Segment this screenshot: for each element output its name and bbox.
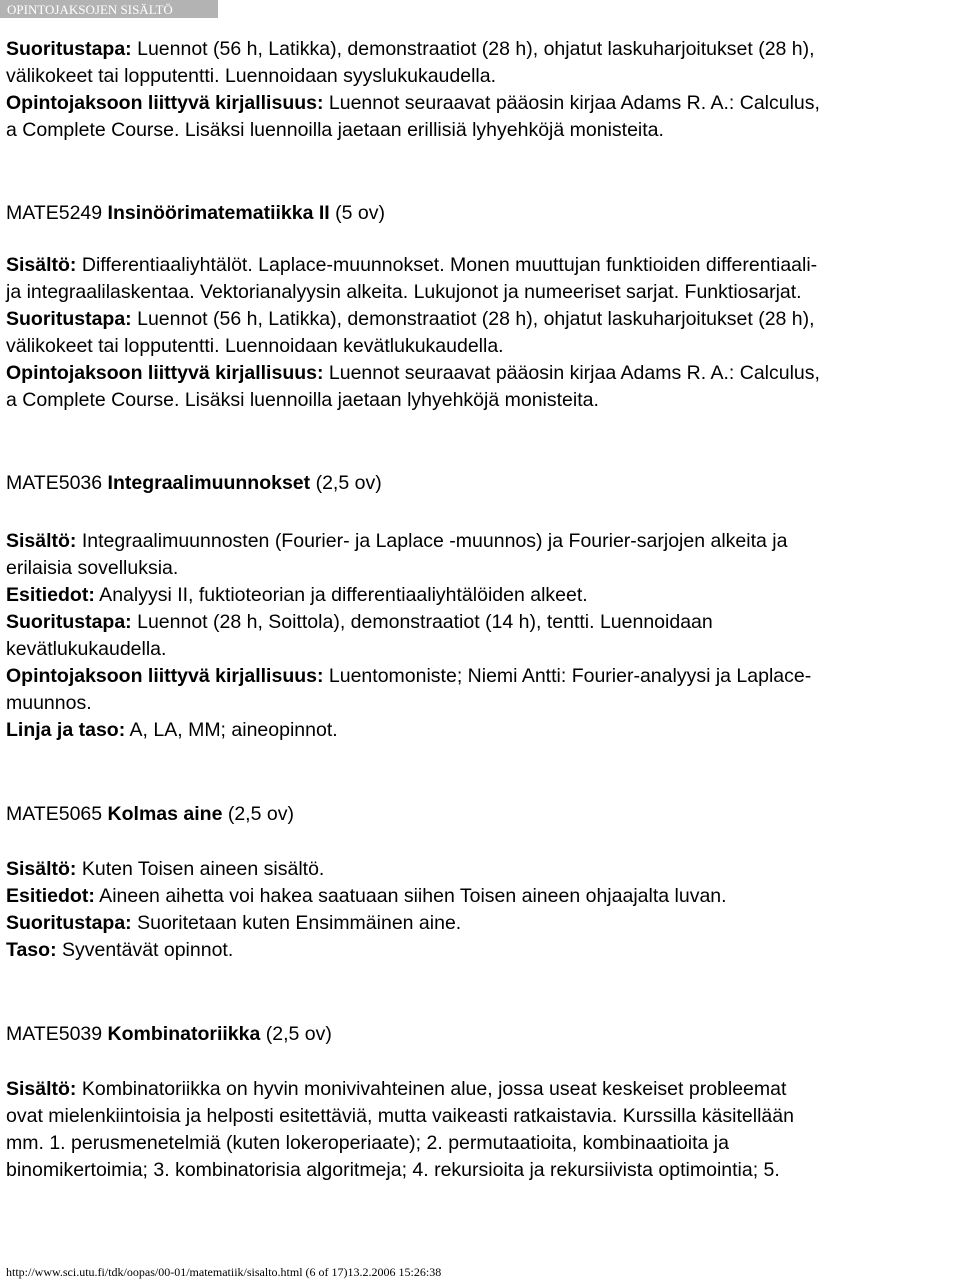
page-footer-url: http://www.sci.utu.fi/tdk/oopas/00-01/matematiik/sisalto.html (6 of 17)13.2.2006 15:26:38 [6,1265,442,1279]
text-line: Opintojaksoon liittyvä kirjallisuus: Luennot seuraavat pääosin kirjaa Adams R. A.: Calculus, [6,92,820,114]
text-line: Suoritustapa: Luennot (56 h, Latikka), demonstraatiot (28 h), ohjatut laskuharjoitukset (28 h), [6,308,815,330]
text-line: välikokeet tai lopputentti. Luennoidaan kevätlukukaudella. [6,335,504,357]
field-label: Suoritustapa: [6,611,132,633]
text-line: a Complete Course. Lisäksi luennoilla jaetaan erillisiä lyhyehköjä monisteita. [6,119,664,141]
text-line: a Complete Course. Lisäksi luennoilla jaetaan lyhyehköjä monisteita. [6,389,599,411]
text-line: Suoritustapa: Luennot (28 h, Soittola), demonstraatiot (14 h), tentti. Luennoidaan [6,611,713,633]
course-heading: MATE5036 Integraalimuunnokset (2,5 ov) [6,472,382,494]
course-name: Kombinatoriikka [107,1023,261,1045]
course-heading: MATE5065 Kolmas aine (2,5 ov) [6,803,294,825]
text-line: Suoritustapa: Suoritetaan kuten Ensimmäinen aine. [6,912,462,934]
text-line: Sisältö: Integraalimuunnosten (Fourier- ja Laplace -muunnos) ja Fourier-sarjojen alkeita ja [6,530,788,552]
header-title: OPINTOJAKSOJEN SISÄLTÖ [7,2,173,17]
field-label: Opintojaksoon liittyvä kirjallisuus: [6,362,324,384]
field-label: Sisältö: [6,530,77,552]
header-bar [0,0,218,18]
text-line: muunnos. [6,692,92,714]
field-label: Sisältö: [6,254,77,276]
course-mate5065 [6,801,956,964]
field-label: Sisältö: [6,1078,77,1100]
course-mate5039 [6,1021,956,1184]
text-line: Sisältö: Differentiaaliyhtälöt. Laplace-muunnokset. Monen muuttujan funktioiden differentiaali- [6,254,818,276]
text-line: Taso: Syventävät opinnot. [6,939,234,961]
course-heading: MATE5249 Insinöörimatematiikka II (5 ov) [6,202,385,224]
course-mate5249 [6,200,956,414]
text-line: ja integraalilaskentaa. Vektorianalyysin alkeita. Lukujonot ja numeeriset sarjat. Funktiosarjat. [6,281,802,303]
text-line: Sisältö: Kombinatoriikka on hyvin monivivahteinen alue, jossa useat keskeiset probleemat [6,1078,787,1100]
document-body [6,36,956,1184]
field-label: Esitiedot: [6,584,95,606]
text-line: Esitiedot: Aineen aihetta voi hakea saatuaan siihen Toisen aineen ohjaajalta luvan. [6,885,727,907]
course-name: Kolmas aine [107,803,223,825]
field-label: Sisältö: [6,858,77,880]
field-label: Suoritustapa: [6,912,132,934]
field-label: Taso: [6,939,57,961]
text-line: Opintojaksoon liittyvä kirjallisuus: Luennot seuraavat pääosin kirjaa Adams R. A.: Calculus, [6,362,820,384]
text-line: Linja ja taso: A, LA, MM; aineopinnot. [6,719,338,741]
course-mate5036 [6,470,956,744]
field-label: Esitiedot: [6,885,95,907]
field-label: Suoritustapa: [6,308,132,330]
text-line: Sisältö: Kuten Toisen aineen sisältö. [6,858,325,880]
course-name: Integraalimuunnokset [107,472,311,494]
text-line: binomikertoimia; 3. kombinatorisia algoritmeja; 4. rekursioita ja rekursiivista optimointia; 5. [6,1159,780,1181]
text-line: mm. 1. perusmenetelmiä (kuten lokeroperiaate); 2. permutaatioita, kombinaatioita ja [6,1132,729,1154]
text-line: välikokeet tai lopputentti. Luennoidaan syyslukukaudella. [6,65,496,87]
text-line: Esitiedot: Analyysi II, fuktioteorian ja differentiaaliyhtälöiden alkeet. [6,584,588,606]
text-line: Opintojaksoon liittyvä kirjallisuus: Luentomoniste; Niemi Antti: Fourier-analyysi ja Laplace- [6,665,812,687]
field-label: Opintojaksoon liittyvä kirjallisuus: [6,665,324,687]
text-line: Suoritustapa: Luennot (56 h, Latikka), demonstraatiot (28 h), ohjatut laskuharjoitukset (28 h), [6,38,815,60]
top-block [6,36,956,144]
field-label: Linja ja taso: [6,719,126,741]
course-heading: MATE5039 Kombinatoriikka (2,5 ov) [6,1023,332,1045]
course-name: Insinöörimatematiikka II [107,202,330,224]
text-line: erilaisia sovelluksia. [6,557,179,579]
text-line: ovat mielenkiintoisia ja helposti esitettäviä, mutta vaikeasti ratkaistavia. Kurssilla käsitellään [6,1105,794,1127]
text-line: kevätlukukaudella. [6,638,167,660]
field-label: Opintojaksoon liittyvä kirjallisuus: [6,92,324,114]
field-label: Suoritustapa: [6,38,132,60]
